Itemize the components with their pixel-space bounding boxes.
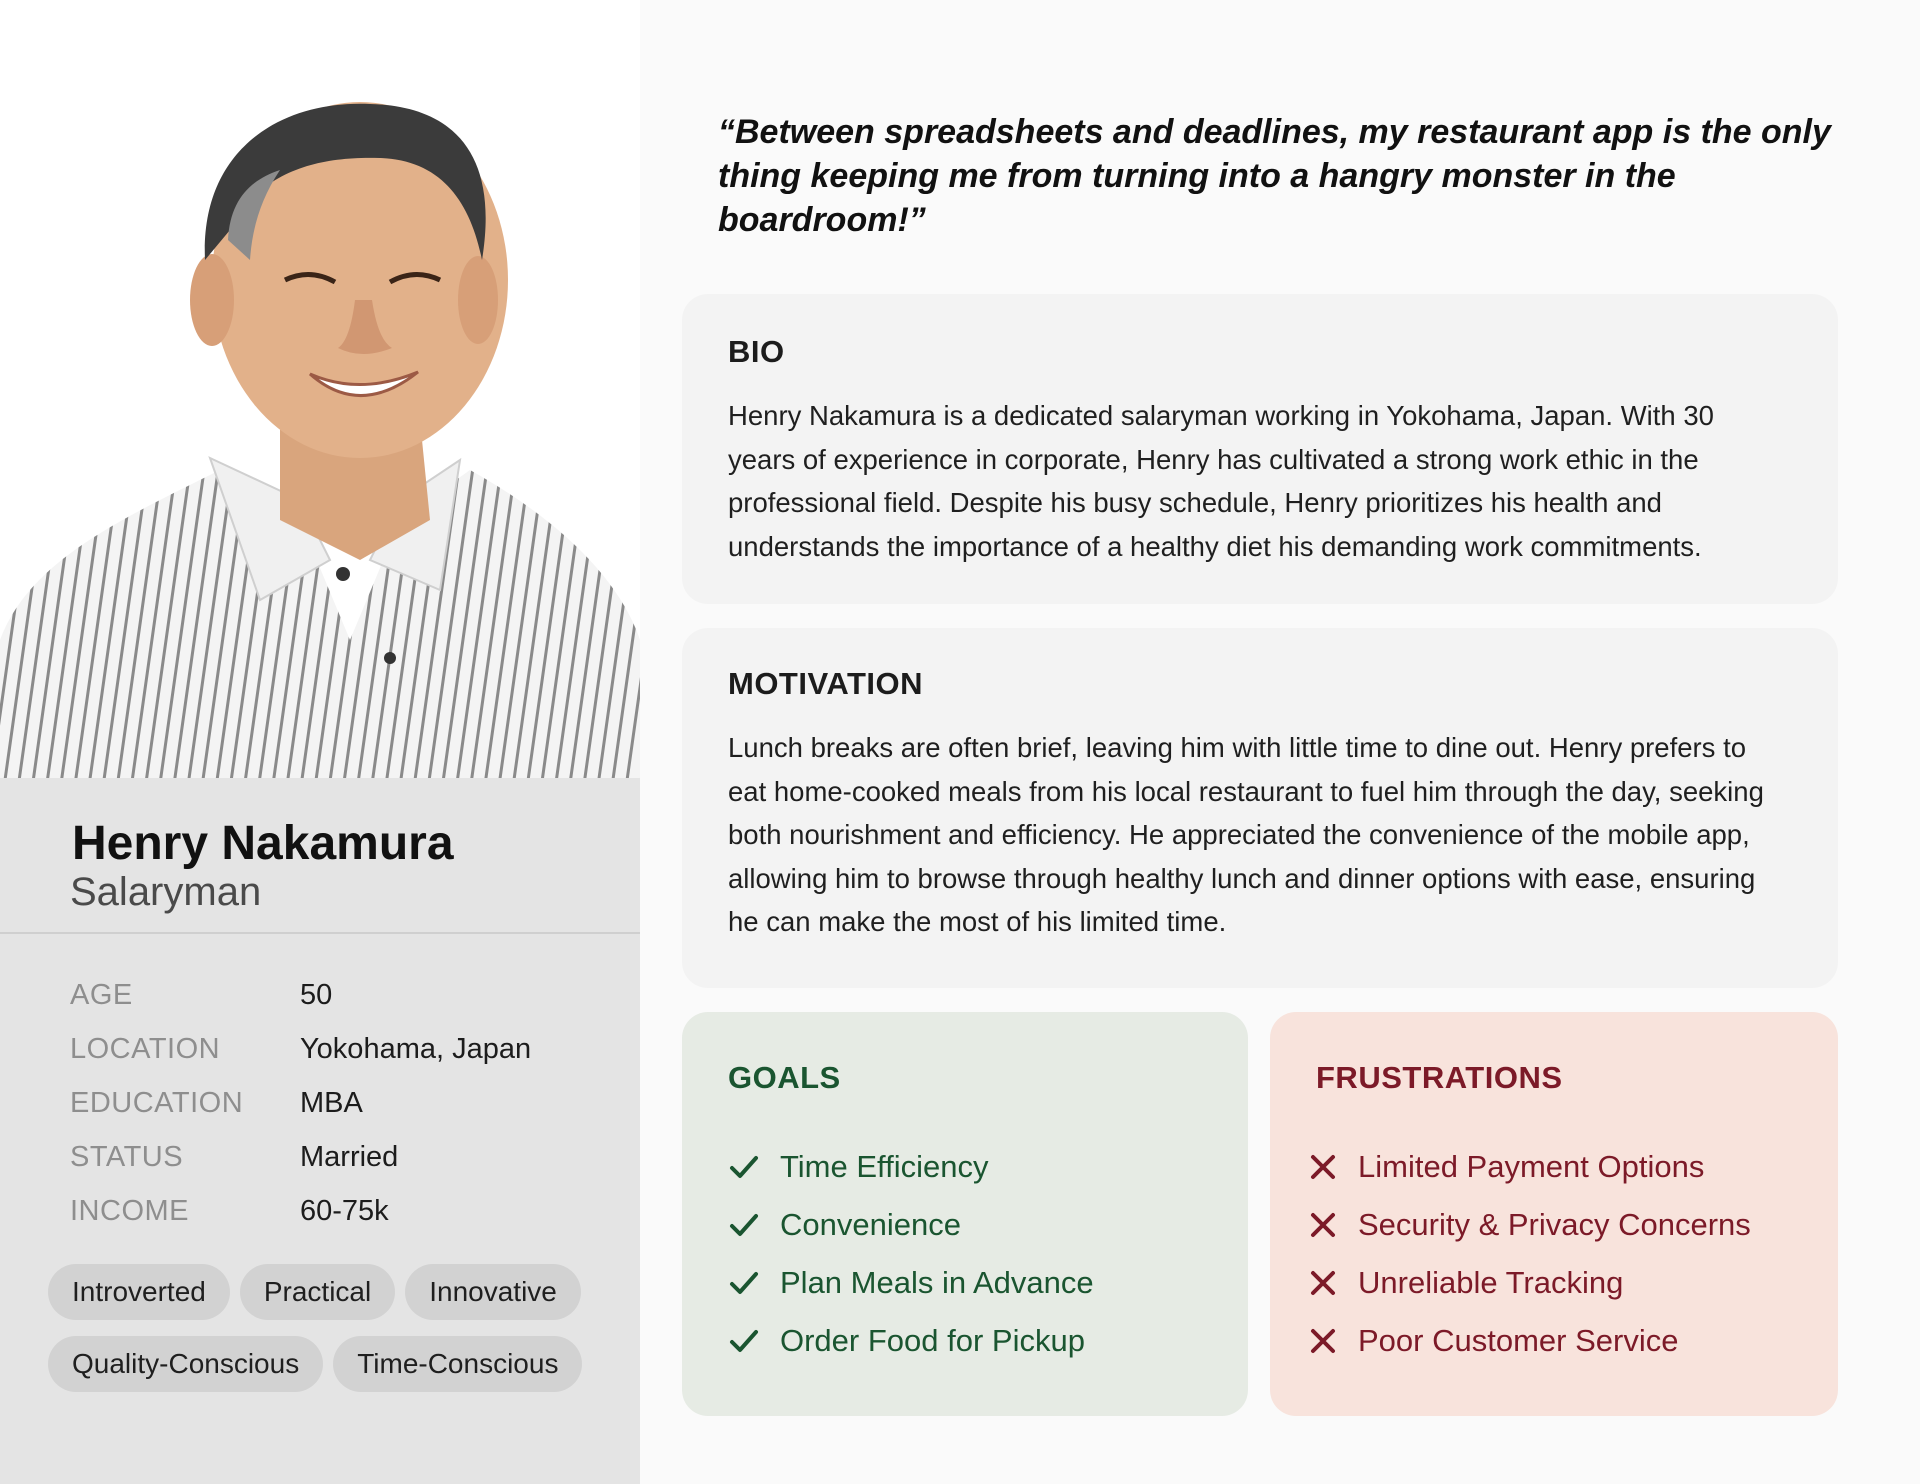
frustrations-card [1270, 1012, 1838, 1416]
frustrations-title: FRUSTRATIONS [1316, 1060, 1563, 1095]
list-item [728, 1254, 1094, 1312]
trait-tag: Innovative [405, 1264, 581, 1320]
fact-label: LOCATION [70, 1032, 221, 1065]
goal-text: Time Efficiency [780, 1149, 989, 1184]
trait-tags [48, 1264, 628, 1408]
x-icon [1308, 1326, 1338, 1356]
goals-list [728, 1138, 1094, 1370]
trait-tag: Practical [240, 1264, 395, 1320]
persona-quote: “Between spreadsheets and deadlines, my restaurant app is the only thing keeping me from turning into a hangry monster in the boardroom!” [718, 113, 1831, 239]
goals-card [682, 1012, 1248, 1416]
fact-label: AGE [70, 978, 133, 1011]
persona-content [640, 0, 1920, 1484]
bio-card [682, 294, 1838, 604]
fact-label: INCOME [70, 1194, 189, 1227]
frustration-text: Poor Customer Service [1358, 1323, 1679, 1358]
motivation-title: MOTIVATION [728, 666, 923, 701]
list-item [728, 1196, 1094, 1254]
fact-value: Yokohama, Japan [300, 1032, 532, 1065]
list-item [1308, 1254, 1751, 1312]
fact-value: 60-75k [300, 1194, 389, 1227]
list-item [1308, 1138, 1751, 1196]
frustration-text: Security & Privacy Concerns [1358, 1207, 1751, 1242]
check-icon [728, 1325, 760, 1357]
fact-row-location [70, 1022, 610, 1076]
list-item [1308, 1196, 1751, 1254]
persona-details-panel [0, 778, 640, 1484]
frustration-text: Unreliable Tracking [1358, 1265, 1624, 1300]
persona-facts [70, 968, 610, 1238]
goals-title: GOALS [728, 1060, 841, 1095]
trait-tag: Quality-Conscious [48, 1336, 323, 1392]
persona-sidebar [0, 0, 640, 1484]
trait-tag-row [48, 1264, 628, 1320]
frustrations-list [1308, 1138, 1751, 1370]
fact-row-age [70, 968, 610, 1022]
x-icon [1308, 1152, 1338, 1182]
persona-photo [0, 0, 640, 778]
fact-row-status [70, 1130, 610, 1184]
x-icon [1308, 1268, 1338, 1298]
fact-value: 50 [300, 978, 333, 1011]
frustration-text: Limited Payment Options [1358, 1149, 1705, 1184]
list-item [1308, 1312, 1751, 1370]
goal-text: Order Food for Pickup [780, 1323, 1085, 1358]
list-item [728, 1312, 1094, 1370]
trait-tag: Time-Conscious [333, 1336, 582, 1392]
fact-row-education [70, 1076, 610, 1130]
trait-tag-row [48, 1336, 628, 1392]
motivation-card [682, 628, 1838, 988]
fact-label: EDUCATION [70, 1086, 244, 1119]
fact-value: Married [300, 1140, 399, 1173]
persona-name: Henry Nakamura [72, 817, 454, 870]
check-icon [728, 1209, 760, 1241]
x-icon [1308, 1210, 1338, 1240]
fact-label: STATUS [70, 1140, 184, 1173]
check-icon [728, 1267, 760, 1299]
persona-role: Salaryman [70, 870, 262, 914]
fact-value: MBA [300, 1086, 363, 1119]
motivation-text: Lunch breaks are often brief, leaving him with little time to dine out. Henry prefers to eat home-cooked meals from his local restaurant to fuel him through the day, seeking both nourishment and efficiency. He appreciated the convenience of the mobile app, allowing him to browse through healthy lunch and dinner options with ease, ensuring he can make the most of his limited time. [728, 732, 1764, 938]
list-item [728, 1138, 1094, 1196]
trait-tag: Introverted [48, 1264, 230, 1320]
goal-text: Convenience [780, 1207, 961, 1242]
divider [0, 932, 640, 934]
check-icon [728, 1151, 760, 1183]
bio-text: Henry Nakamura is a dedicated salaryman working in Yokohama, Japan. With 30 years of experience in corporate, Henry has cultivated a strong work ethic in the professional field. Despite his busy schedule, Henry prioritizes his health and understands the importance of a healthy diet his demanding work commitments. [728, 400, 1714, 562]
bio-title: BIO [728, 334, 785, 369]
fact-row-income [70, 1184, 610, 1238]
goal-text: Plan Meals in Advance [780, 1265, 1094, 1300]
